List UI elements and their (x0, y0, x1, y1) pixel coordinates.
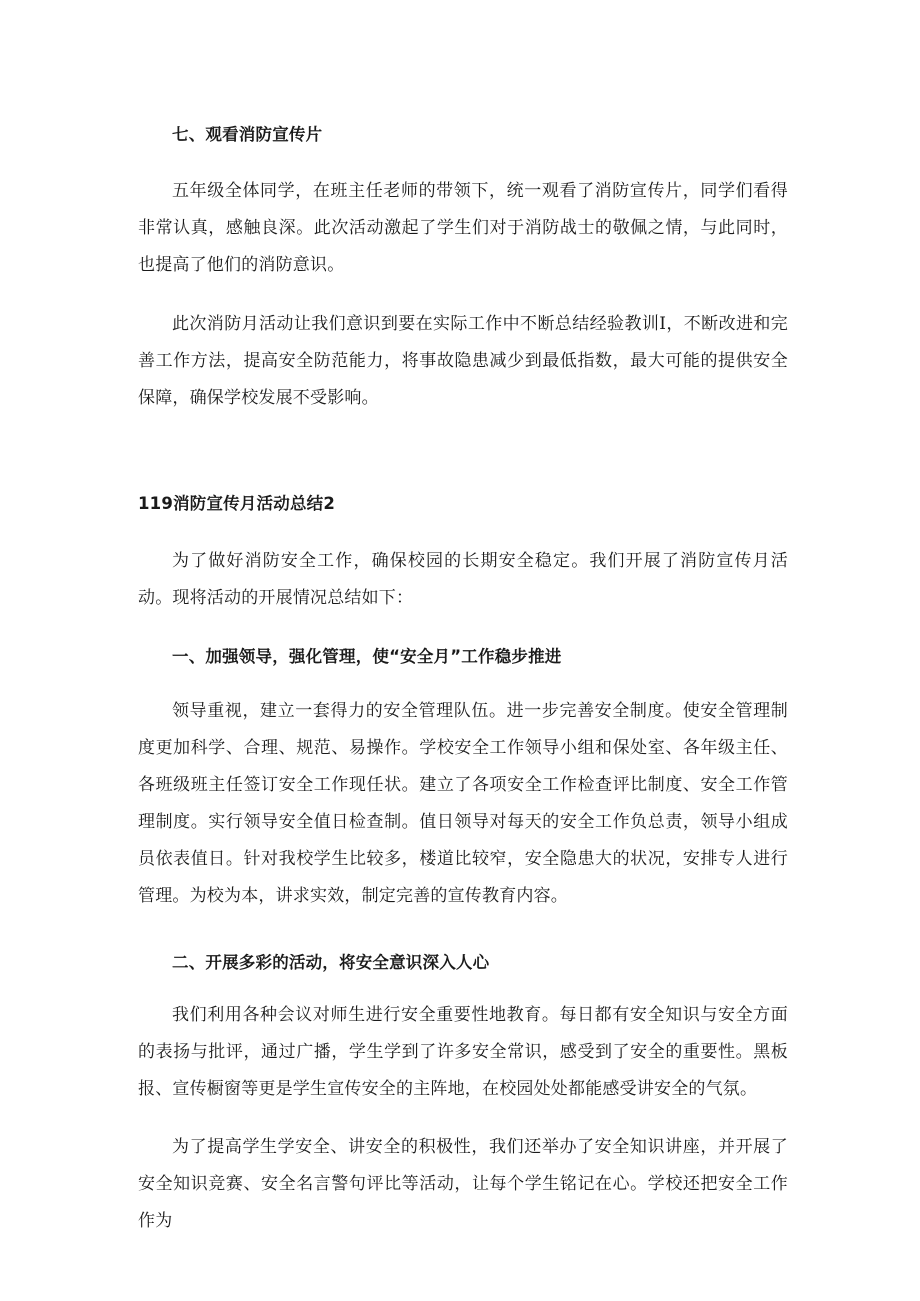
section-2-paragraph-2: 为了提高学生学安全、讲安全的积极性，我们还举办了安全知识讲座，并开展了安全知识竞赛、安全名言警句评比等活动，让每个学生铭记在心。学校还把安全工作作为 (138, 1137, 788, 1231)
section-7-heading: 七、观看消防宣传片 (172, 125, 323, 144)
section-2-paragraph-1: 我们利用各种会议对师生进行安全重要性地教育。每日都有安全知识与安全方面的表扬与批评，通过广播，学生学到了许多安全常识，感受到了安全的重要性。黑板报、宣传橱窗等更是学生宣传安全的主阵地，在校园处处都能感受讲安全的气氛。 (138, 1005, 788, 1099)
summary-2-title: 119消防宣传月活动总结2 (138, 494, 336, 513)
section-7-paragraph-2: 此次消防月活动让我们意识到要在实际工作中不断总结经验教训I，不断改进和完善工作方法，提高安全防范能力，将事故隐患减少到最低指数，最大可能的提供安全保障，确保学校发展不受影响。 (138, 314, 788, 408)
section-1-heading: 一、加强领导，强化管理，使“安全月”工作稳步推进 (172, 647, 562, 666)
section-1-paragraph: 领导重视，建立一套得力的安全管理队伍。进一步完善安全制度。使安全管理制度更加科学、合理、规范、易操作。学校安全工作领导小组和保处室、各年级主任、各班级班主任签订安全工作现任状。建立了各项安全工作检查评比制度、安全工作管理制度。实行领导安全值日检查制。值日领导对每天的安全工作负总责，领导小组成员依表值日。针对我校学生比较多，楼道比较窄，安全隐患大的状况，安排专人进行管理。为校为本，讲求实效，制定完善的宣传教育内容。 (138, 701, 788, 906)
section-2-heading: 二、开展多彩的活动，将安全意识深入人心 (172, 953, 490, 972)
summary-2-intro: 为了做好消防安全工作，确保校园的长期安全稳定。我们开展了消防宣传月活动。现将活动的开展情况总结如下： (138, 551, 788, 608)
section-7-paragraph-1: 五年级全体同学，在班主任老师的带领下，统一观看了消防宣传片，同学们看得非常认真，感触良深。此次活动激起了学生们对于消防战士的敬佩之情，与此同时，也提高了他们的消防意识。 (138, 181, 788, 275)
